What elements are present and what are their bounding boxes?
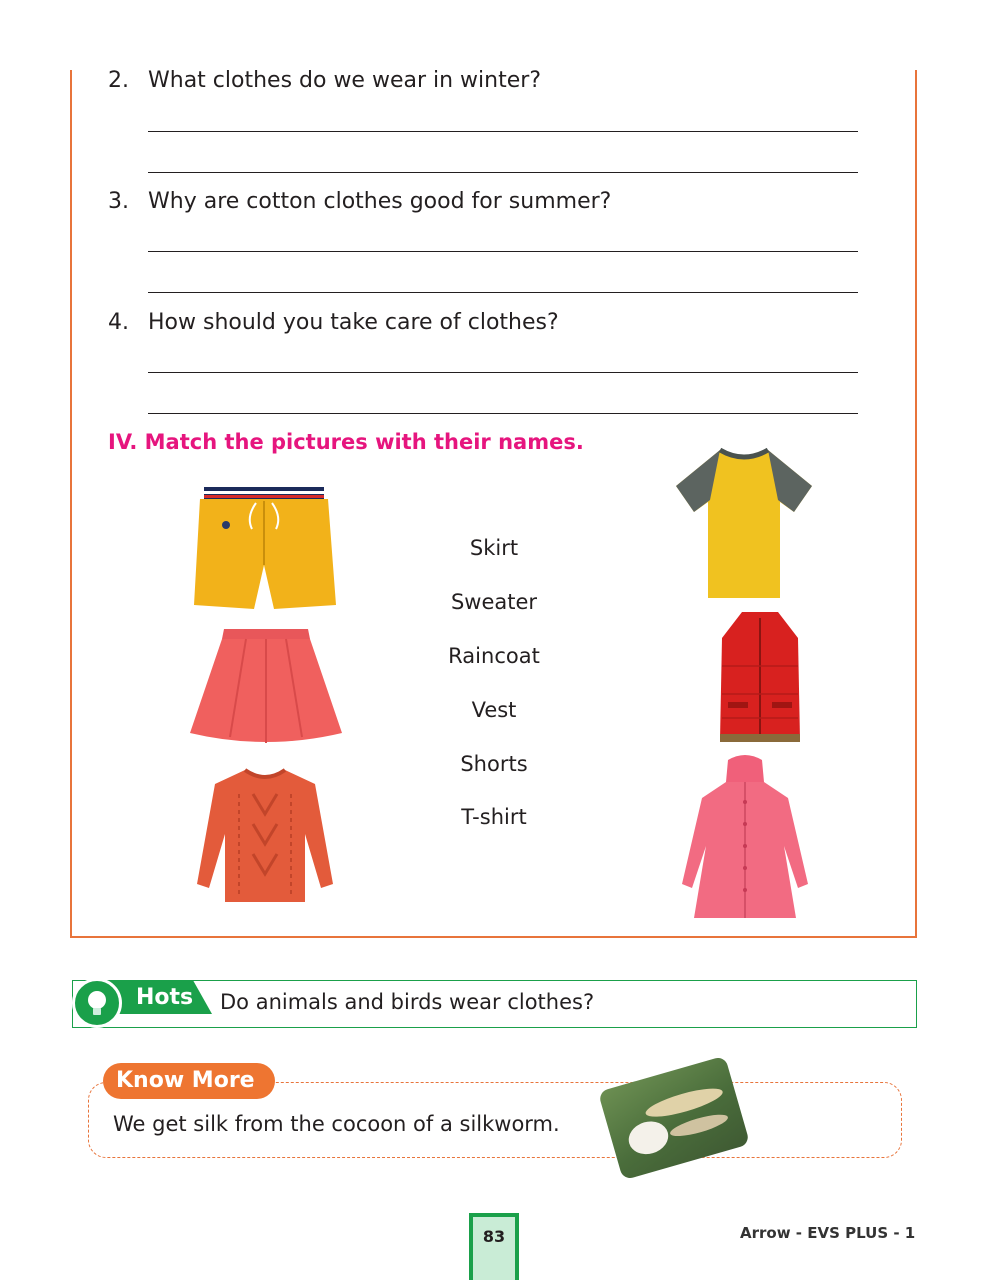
know-more-text: We get silk from the cocoon of a silkworm.	[113, 1112, 560, 1136]
name-sweater[interactable]: Sweater	[450, 590, 538, 614]
t-shirt-picture[interactable]	[676, 446, 812, 602]
answer-line[interactable]	[148, 413, 858, 414]
answer-line[interactable]	[148, 372, 858, 373]
question-2	[108, 68, 541, 93]
question-text: What clothes do we wear in winter?	[148, 68, 541, 93]
vest-picture[interactable]	[720, 610, 800, 746]
shorts-picture[interactable]	[190, 485, 340, 613]
name-shorts[interactable]: Shorts	[460, 752, 528, 776]
page-number-box	[469, 1213, 519, 1280]
silkworm-photo	[598, 1056, 750, 1181]
answer-line[interactable]	[148, 251, 858, 252]
skirt-picture[interactable]	[190, 625, 342, 747]
question-number: 3.	[108, 189, 129, 214]
hots-question: Do animals and birds wear clothes?	[220, 990, 595, 1014]
question-3	[108, 189, 611, 214]
page-number: 83	[482, 1227, 506, 1246]
question-number: 4.	[108, 310, 129, 335]
hots-label: Hots	[136, 985, 194, 1010]
name-vest[interactable]: Vest	[471, 698, 517, 722]
name-t-shirt[interactable]: T-shirt	[461, 805, 527, 829]
answer-line[interactable]	[148, 292, 858, 293]
answer-line[interactable]	[148, 172, 858, 173]
question-text: How should you take care of clothes?	[148, 310, 559, 335]
know-more-label: Know More	[116, 1068, 255, 1093]
section-title: IV. Match the pictures with their names.	[108, 430, 584, 454]
lightbulb-icon	[72, 978, 122, 1028]
book-title: Arrow - EVS PLUS - 1	[740, 1224, 916, 1242]
question-4	[108, 310, 559, 335]
sweater-picture[interactable]	[193, 764, 338, 912]
name-skirt[interactable]: Skirt	[469, 536, 519, 560]
question-text: Why are cotton clothes good for summer?	[148, 189, 612, 214]
raincoat-picture[interactable]	[680, 754, 810, 920]
name-raincoat[interactable]: Raincoat	[448, 644, 540, 668]
question-number: 2.	[108, 68, 129, 93]
answer-line[interactable]	[148, 131, 858, 132]
